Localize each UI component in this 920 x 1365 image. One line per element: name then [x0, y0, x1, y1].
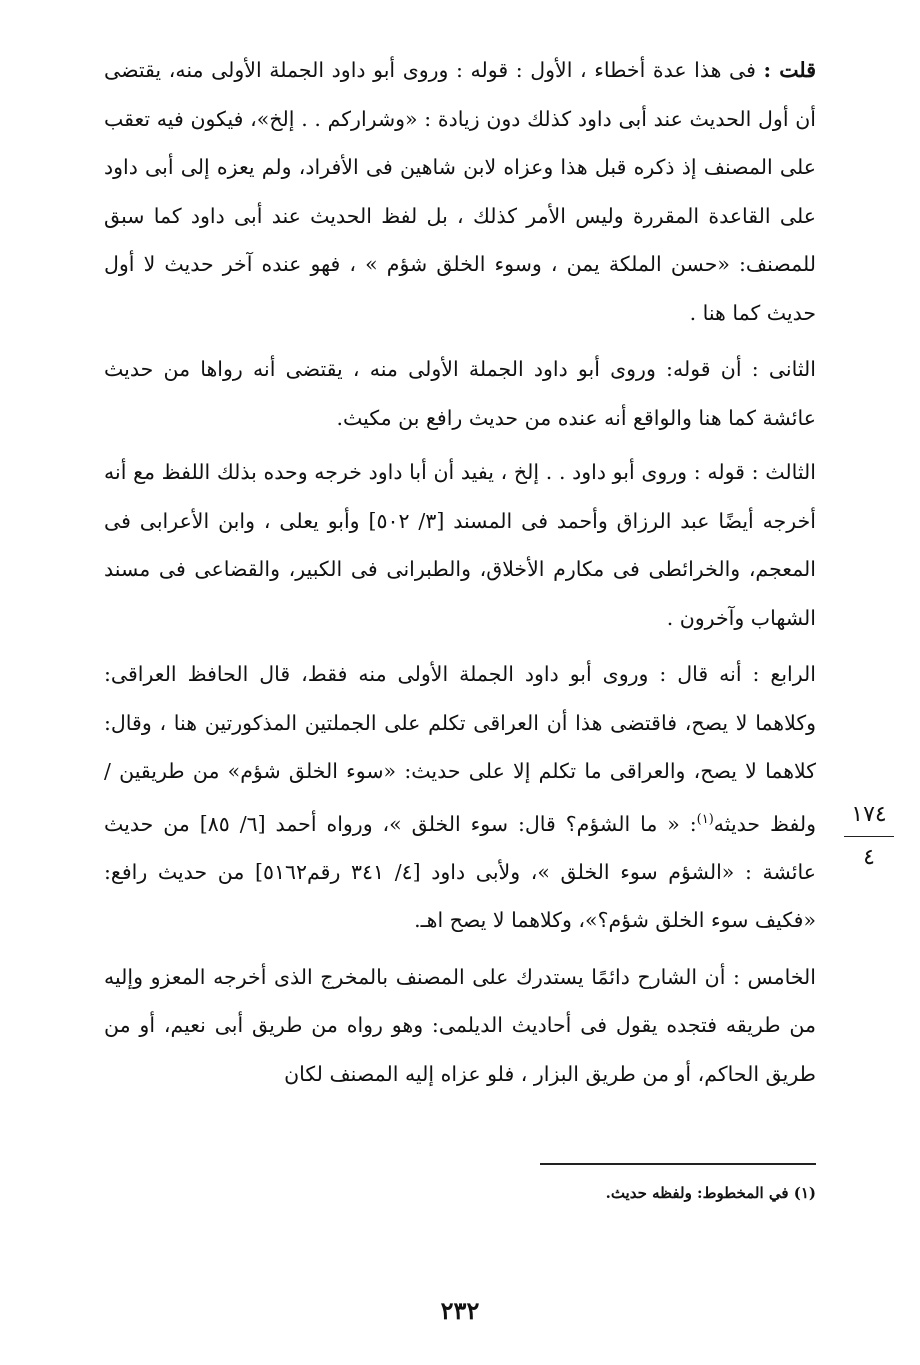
page-number: ٢٣٢	[440, 1296, 480, 1325]
margin-reference-divider	[844, 836, 894, 837]
paragraph-text-after: : « ما الشؤم؟ قال: سوء الخلق »، ورواه أحمد [٦/ ٨٥] من حديث عائشة : «الشؤم سوء الخلق »، ولأبى داود [٤/ ٣٤١ رقم٥١٦٢] من حديث رافع: «فكيف سوء الخلق شؤم؟»، وكلاهما لا يصح اهـ.	[104, 811, 816, 933]
paragraph-lead: قلت :	[763, 58, 816, 82]
footnote-separator	[540, 1163, 816, 1165]
paragraph-third	[104, 448, 816, 642]
paragraph-text: الخامس : أن الشارح دائمًا يستدرك على المصنف بالمخرج الذى أخرجه المعزو وإليه من طريقه فتجده يقول فى أحاديث الديلمى: وهو رواه من طريق أبى نعيم، أو من طريق الحاكم، أو من طريق البزار ، فلو عزاه إليه المصنف لكان	[104, 964, 816, 1086]
margin-reference-top: ١٧٤	[851, 802, 887, 827]
paragraph-fourth	[104, 650, 816, 945]
paragraph-second	[104, 345, 816, 442]
paragraph-fifth	[104, 953, 816, 1099]
footnote-marker[interactable]: (١)	[696, 811, 714, 827]
paragraph-qult	[104, 46, 816, 337]
paragraph-text: الثانى : أن قوله: وروى أبو داود الجملة الأولى منه ، يقتضى أنه رواها من حديث عائشة كما هنا والواقع أنه عنده من حديث رافع بن مكيث.	[104, 357, 816, 430]
footnote: (١) في المخطوط: ولفظه حديث.	[605, 1184, 816, 1202]
margin-reference-bottom: ٤	[863, 845, 875, 870]
page-body	[104, 46, 816, 1106]
margin-reference	[838, 800, 900, 873]
paragraph-text-before: الرابع : أنه قال : وروى أبو داود الجملة الأولى منه فقط، قال الحافظ العراقى: وكلاهما لا يصح، فاقتضى هذا أن العراقى تكلم على الجملتين المذكورتين هنا ، وقال: كلاهما لا يصح، والعراقى ما تكلم إلا على حديث: «سوء الخلق شؤم» من طريقين / ولفظ حديثه	[104, 662, 816, 836]
paragraph-text: فى هذا عدة أخطاء ، الأول : قوله : وروى أبو داود الجملة الأولى منه، يقتضى أن أول الحديث عند أبى داود كذلك دون زيادة : «وشراركم . . إلخ»، فيكون فيه تعقب على المصنف إذ ذكره قبل هذا وعزاه لابن شاهين فى الأفراد، ولم يعزه إلى أبى داود على القاعدة المقررة وليس الأمر كذلك ، بل لفظ الحديث عند أبى داود كما سبق للمصنف: «حسن الملكة يمن ، وسوء الخلق شؤم » ، فهو عنده آخر حديث لا أول حديث كما هنا .	[104, 58, 816, 325]
paragraph-text: الثالث : قوله : وروى أبو داود . . إلخ ، يفيد أن أبا داود خرجه وحده بذلك اللفظ مع أنه أخرجه أيضًا عبد الرزاق وأحمد فى المسند [٣/ ٥٠٢] وأبو يعلى ، وابن الأعرابى فى المعجم، والخرائطى فى مكارم الأخلاق، والطبرانى فى الكبير، والقضاعى فى مسند الشهاب وآخرون .	[104, 460, 816, 630]
